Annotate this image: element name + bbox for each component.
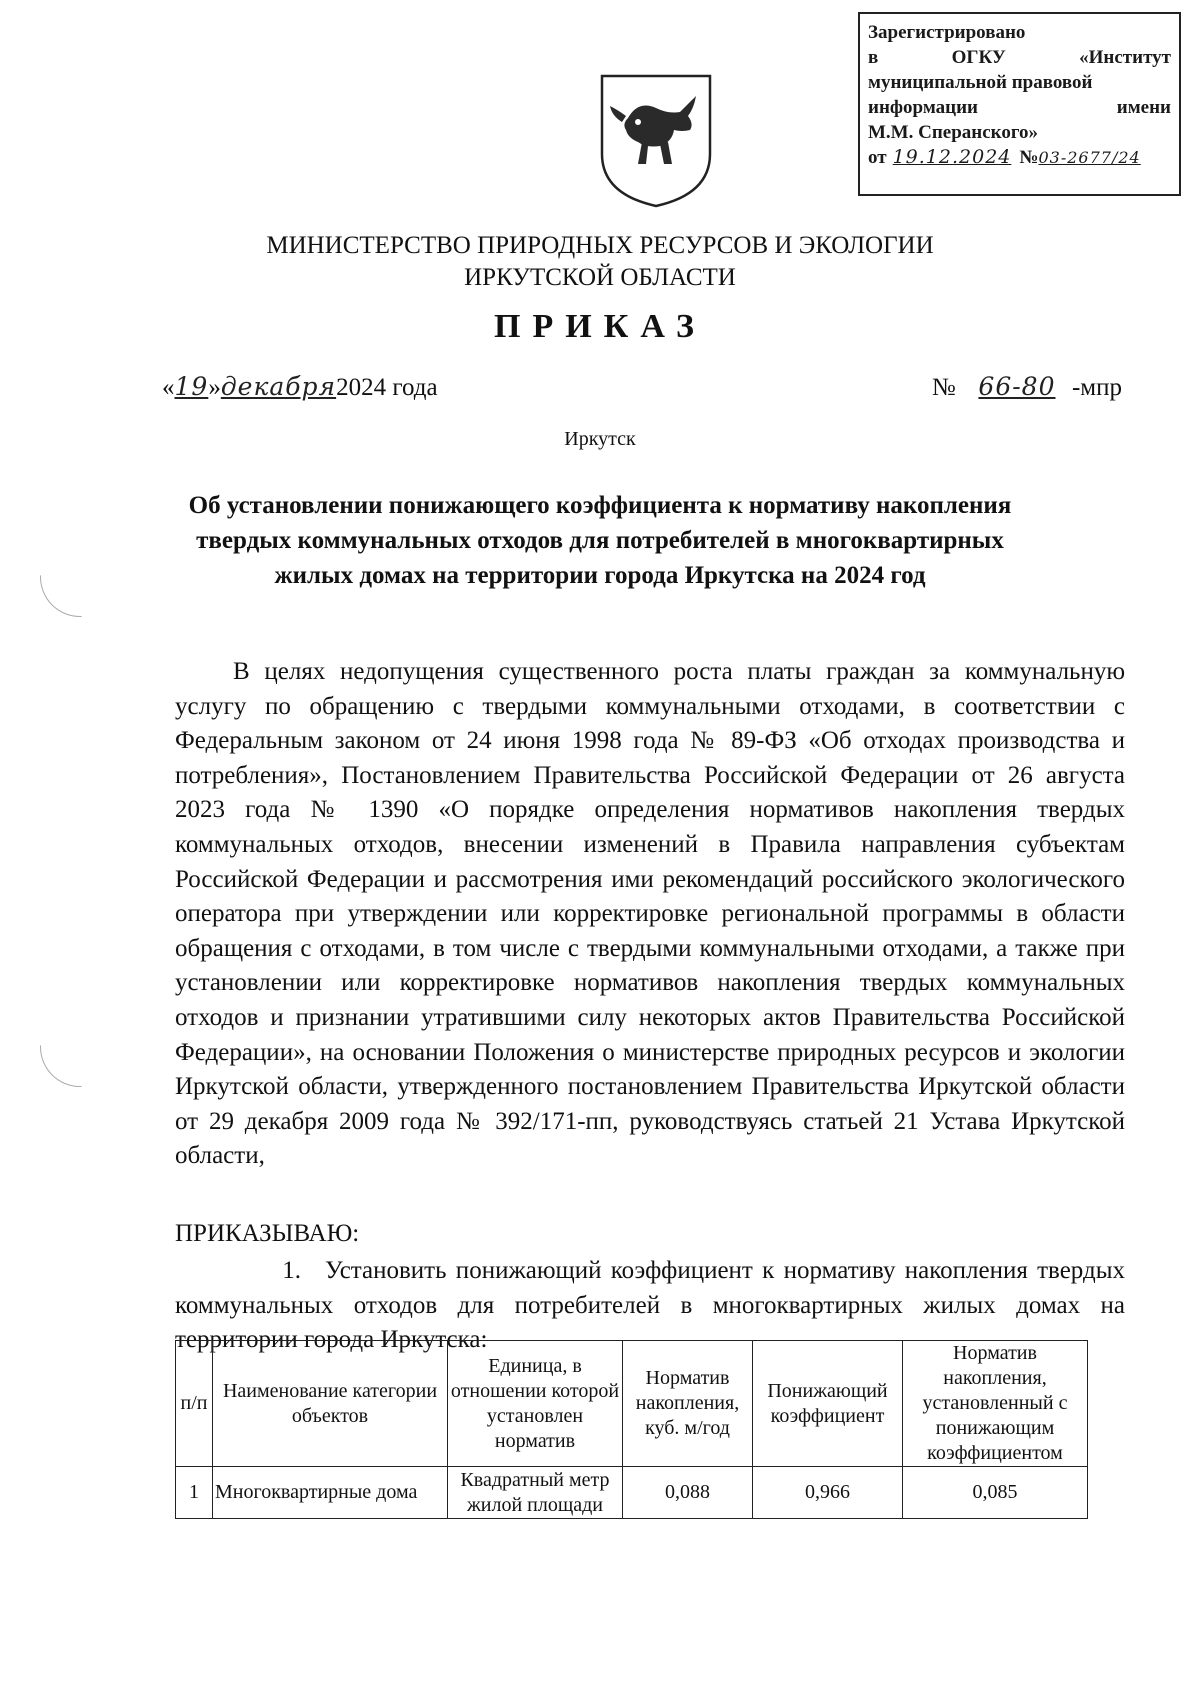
stamp-number-prefix: № (1019, 147, 1039, 168)
subject-line-2: твердых коммунальных отходов для потребителей в многоквартирных (196, 527, 1004, 554)
ministry-name-line-1: МИНИСТЕРСТВО ПРИРОДНЫХ РЕСУРСОВ И ЭКОЛОГИИ (266, 232, 934, 259)
order-subject (0, 488, 1200, 593)
stamp-line-2 (868, 45, 1171, 70)
header-cell-coefficient: Понижающий коэффициент (753, 1341, 903, 1467)
header-cell-category: Наименование категории объектов (213, 1341, 448, 1467)
table-header-row (176, 1341, 1088, 1467)
stamp-line-6 (868, 145, 1171, 170)
stamp-in-label: в (868, 47, 879, 68)
ministry-header (0, 230, 1200, 294)
order-word: ПРИКАЗЫВАЮ: (175, 1220, 360, 1247)
header-cell-norm: Норматив накопления, куб. м/год (623, 1341, 753, 1467)
stamp-information-label: информации (868, 97, 978, 118)
order-date (162, 372, 438, 402)
number-handwritten: 66-80 (978, 372, 1056, 401)
date-month-handwritten: декабря (220, 372, 337, 401)
coefficient-table (175, 1340, 1088, 1519)
cell-adjusted-norm: 0,085 (903, 1467, 1088, 1519)
table-row (176, 1467, 1088, 1519)
item-text: Установить понижающий коэффициент к нормативу накопления твердых коммунальных отходов для потребителей в многоквартирных жилых домах на территории города Иркутска: (175, 1257, 1125, 1354)
registration-stamp (858, 12, 1181, 196)
stamp-line-5 (868, 120, 1171, 145)
stamp-line-4 (868, 95, 1171, 120)
cell-coefficient: 0,966 (753, 1467, 903, 1519)
document-type-title: ПРИКАЗ (494, 308, 706, 345)
header-cell-unit: Единица, в отношении которой установлен норматив (448, 1341, 623, 1467)
cell-unit: Квадратный метр жилой площади (448, 1467, 623, 1519)
ministry-name-line-2: ИРКУТСКОЙ ОБЛАСТИ (464, 264, 736, 291)
stamp-date-handwritten: 19.12.2024 (892, 146, 1012, 168)
date-close-quote: » (208, 374, 221, 401)
hole-punch-mark (40, 1045, 82, 1087)
stamp-number-handwritten: 03-2677/24 (1038, 148, 1141, 167)
preamble-paragraph: В целях недопущения существенного роста платы граждан за коммунальную услугу по обращению с твердыми коммунальными отходами, в соответствии с Федеральным законом от 24 июня 1998 года № 89-ФЗ «Об отходах производства и потребления», Постановлением Правительства Российской Федерации от 26 августа 2023 года № 1390 «О порядке определения нормативов накопления твердых коммунальных отходов, внесении изменений в Правила направления субъектам Российской Федерации и рассмотрения ими рекомендаций российского экологического оператора при утверждении или корректировке региональной программы в области обращения с отходами, в том числе с твердыми коммунальными отходами, а также при установлении или корректировке нормативов накопления твердых коммунальных отходов и признании утратившими силу некоторых актов Правительства Российской Федерации», на основании Положения о министерстве природных ресурсов и экологии Иркутской области, утвержденного постановлением Правительства Иркутской области от 29 декабря 2009 года № 392/171-пп, руководствуясь статьей 21 Устава Иркутской области, (175, 658, 1125, 1170)
cell-norm: 0,088 (623, 1467, 753, 1519)
date-year: 2024 года (336, 374, 438, 401)
number-prefix: № (931, 374, 956, 401)
stamp-registered-label: Зарегистрировано (868, 22, 1026, 43)
stamp-date-prefix: от (868, 147, 887, 168)
header-cell-adjusted-norm: Норматив накопления, установленный с понижающим коэффициентом (903, 1341, 1088, 1467)
city: Иркутск (564, 428, 636, 450)
number-suffix: -мпр (1071, 374, 1122, 401)
stamp-named-label: имени (1116, 97, 1171, 118)
date-open-quote: « (162, 374, 175, 401)
subject-line-1: Об установлении понижающего коэффициента к нормативу накопления (188, 492, 1012, 519)
stamp-municipal-label: муниципальной правовой (868, 72, 1093, 93)
coat-of-arms-icon (598, 72, 714, 210)
order-body (175, 655, 1125, 1174)
header-cell-index: п/п (176, 1341, 213, 1467)
item-number: 1. (282, 1257, 301, 1284)
hole-punch-mark (40, 575, 82, 617)
date-day-handwritten: 19 (174, 372, 209, 401)
subject-line-3: жилых домах на территории города Иркутска на 2024 год (274, 562, 926, 589)
stamp-institute-label: «Институт (1079, 47, 1171, 68)
order-number (932, 372, 1122, 402)
cell-index: 1 (176, 1467, 213, 1519)
cell-category: Многоквартирные дома (213, 1467, 448, 1519)
stamp-speransky-label: М.М. Сперанского» (868, 122, 1039, 143)
stamp-line-3 (868, 70, 1171, 95)
stamp-ogku-label: ОГКУ (951, 47, 1006, 68)
stamp-line-1 (868, 20, 1171, 45)
